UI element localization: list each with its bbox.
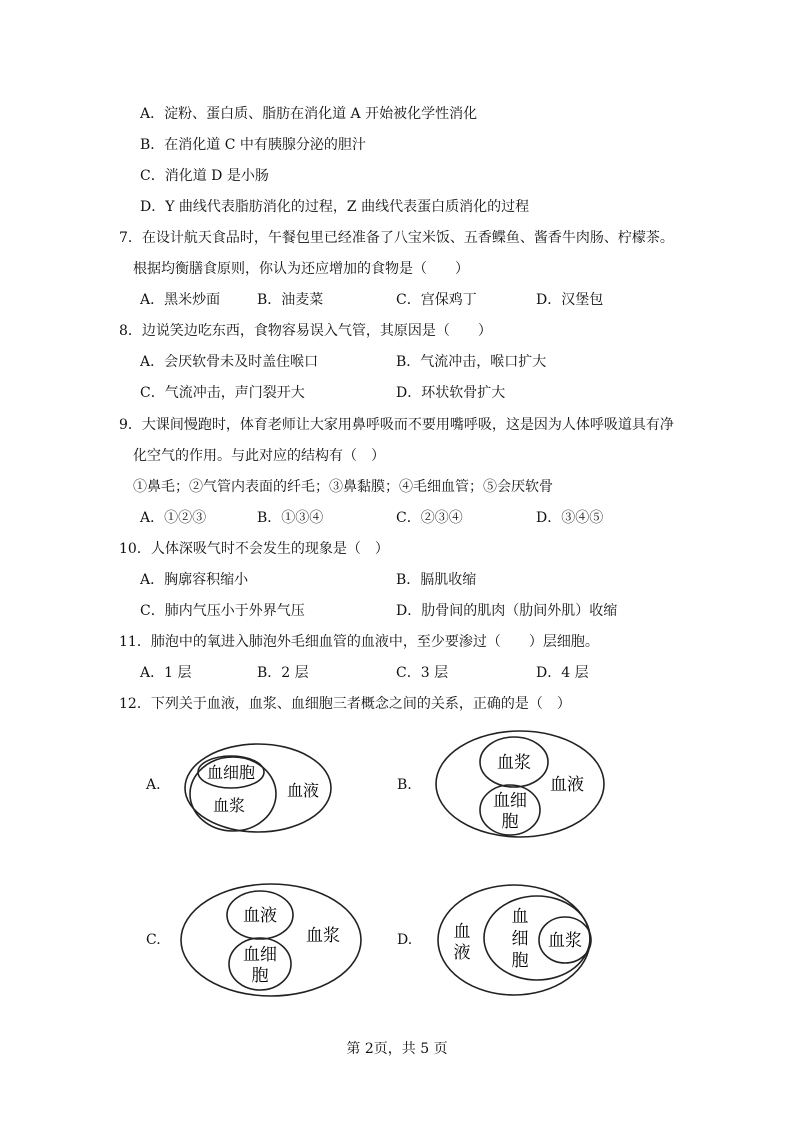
q8-option-d: D．环状软骨扩大 bbox=[396, 385, 506, 401]
diagram-b-letter: B. bbox=[397, 777, 412, 793]
diagram-d-label-plasma: 血浆 bbox=[548, 931, 582, 951]
q10-option-b: B．膈肌收缩 bbox=[396, 572, 477, 588]
q10-option-c: C．肺内气压小于外界气压 bbox=[140, 603, 305, 619]
diagram-b-label-plasma: 血浆 bbox=[497, 753, 531, 773]
q10-stem: 10．人体深吸气时不会发生的现象是（ ） bbox=[119, 541, 389, 557]
q10-option-a: A．胸廓容积缩小 bbox=[140, 572, 249, 588]
q11-option-b: B．2 层 bbox=[257, 665, 309, 681]
diagram-d-label-blood-cells-2: 细 bbox=[511, 929, 529, 949]
diagram-b-label-blood: 血液 bbox=[550, 775, 584, 795]
q8-option-b: B．气流冲击，喉口扩大 bbox=[396, 354, 547, 370]
q8-option-a: A．会厌软骨未及时盖住喉口 bbox=[140, 354, 319, 370]
q7-stem-line1: 7．在设计航天食品时，午餐包里已经准备了八宝米饭、五香鲽鱼、酱香牛肉肠、柠檬茶。 bbox=[119, 230, 674, 246]
diagram-a-label-plasma: 血浆 bbox=[212, 796, 246, 815]
q11-option-d: D．4 层 bbox=[536, 665, 589, 681]
diagram-a-letter: A. bbox=[146, 777, 161, 793]
q10-option-d: D．肋骨间的肌肉（肋间外肌）收缩 bbox=[396, 603, 618, 619]
q9-option-c: C．②③④ bbox=[396, 510, 463, 526]
diagram-c-label-blood: 血液 bbox=[243, 906, 277, 926]
q9-option-d: D．③④⑤ bbox=[536, 510, 604, 526]
q7-option-a: A．黑米炒面 bbox=[140, 292, 221, 308]
q7-option-c: C．宫保鸡丁 bbox=[396, 292, 477, 308]
diagram-c-label-plasma: 血浆 bbox=[306, 926, 340, 946]
q6-option-a: A．淀粉、蛋白质、脂肪在消化道 A 开始被化学性消化 bbox=[140, 106, 478, 122]
diagram-d-label-blood-cells-3: 胞 bbox=[511, 951, 529, 971]
diagram-d-label-blood-2: 液 bbox=[453, 943, 471, 963]
q9-option-b: B．①③④ bbox=[257, 510, 324, 526]
q7-stem-line2: 根据均衡膳食原则，你认为还应增加的食物是（ ） bbox=[133, 261, 469, 277]
diagram-a-label-blood-cells: 血细胞 bbox=[206, 763, 256, 782]
diagram-d-label-blood-cells-1: 血 bbox=[511, 907, 529, 927]
diagram-a bbox=[180, 738, 340, 838]
diagram-c bbox=[176, 880, 366, 1000]
q9-stem-line2: 化空气的作用。与此对应的结构有（ ） bbox=[133, 448, 385, 464]
diagram-b bbox=[430, 724, 610, 844]
q7-option-b: B．油麦菜 bbox=[257, 292, 324, 308]
page-footer: 第 2页，共 5 页 bbox=[346, 1041, 448, 1057]
q6-option-c: C．消化道 D 是小肠 bbox=[140, 168, 269, 184]
diagram-c-letter: C. bbox=[146, 932, 161, 948]
q9-option-a: A．①②③ bbox=[140, 510, 207, 526]
diagram-c-label-blood-cells-1: 血细 bbox=[243, 945, 277, 965]
diagram-d-label-blood-1: 血 bbox=[453, 922, 471, 942]
q6-option-d: D．Y 曲线代表脂肪消化的过程，Z 曲线代表蛋白质消化的过程 bbox=[140, 199, 530, 215]
diagram-d-letter: D. bbox=[397, 932, 413, 948]
q9-items: ①鼻毛；②气管内表面的纤毛；③鼻黏膜；④毛细血管；⑤会厌软骨 bbox=[133, 479, 553, 495]
q11-option-c: C．3 层 bbox=[396, 665, 449, 681]
q8-option-c: C．气流冲击，声门裂开大 bbox=[140, 385, 305, 401]
q7-option-d: D．汉堡包 bbox=[536, 292, 604, 308]
q6-option-b: B．在消化道 C 中有胰腺分泌的胆汁 bbox=[140, 137, 366, 153]
q11-stem: 11．肺泡中的氧进入肺泡外毛细血管的血液中，至少要渗过（ ）层细胞。 bbox=[119, 634, 599, 650]
q12-stem: 12．下列关于血液，血浆、血细胞三者概念之间的关系，正确的是（ ） bbox=[119, 696, 571, 712]
diagram-b-label-blood-cells-1: 血细 bbox=[493, 791, 527, 811]
q9-stem-line1: 9．大课间慢跑时，体育老师让大家用鼻呼吸而不要用嘴呼吸，这是因为人体呼吸道具有净 bbox=[119, 417, 674, 433]
diagram-c-label-blood-cells-2: 胞 bbox=[251, 966, 269, 986]
diagram-d bbox=[432, 880, 602, 1000]
diagram-b-label-blood-cells-2: 胞 bbox=[501, 812, 519, 832]
diagram-a-label-blood: 血液 bbox=[286, 781, 320, 800]
q8-stem: 8．边说笑边吃东西，食物容易误入气管，其原因是（ ） bbox=[119, 323, 492, 339]
q11-option-a: A．1 层 bbox=[140, 665, 192, 681]
